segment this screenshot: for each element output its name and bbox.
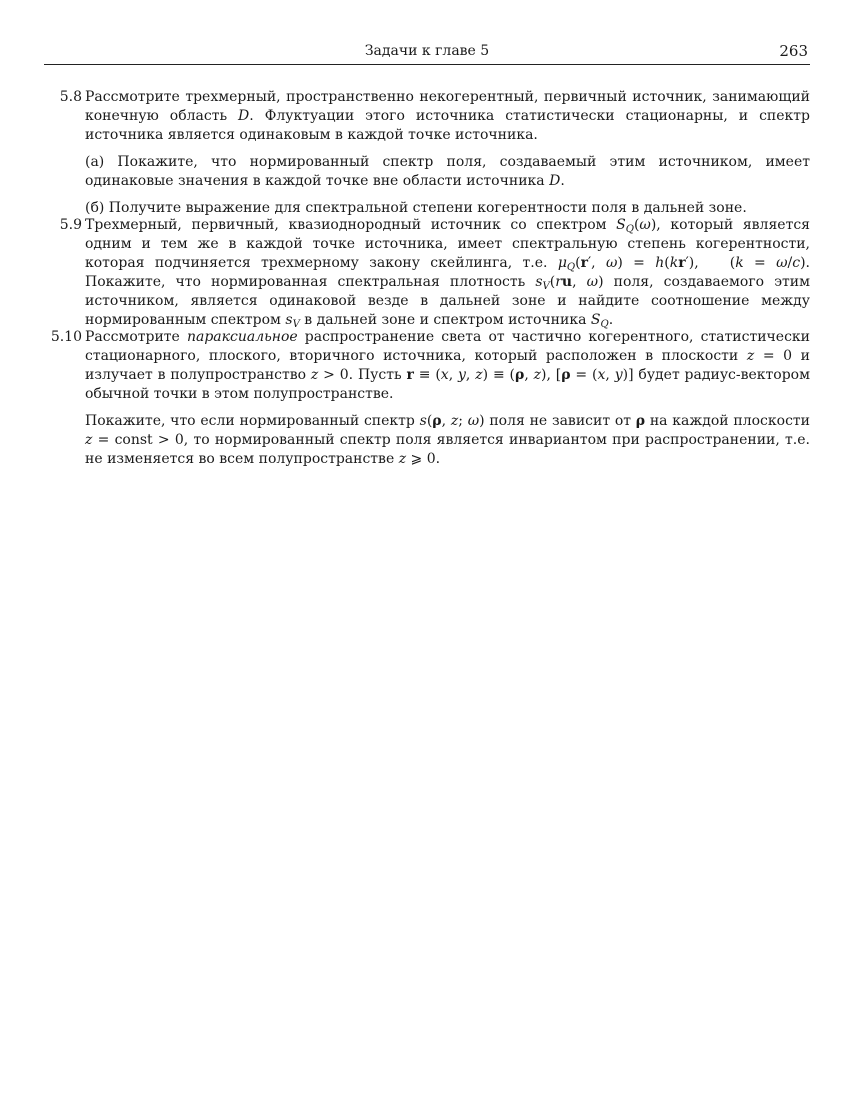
- header-rule: [44, 64, 810, 65]
- problem-number: 5.9: [59, 217, 82, 233]
- problem-5-9: [44, 216, 810, 330]
- problem-statement: Рассмотрите трехмерный, пространственно некогерентный, первичный источник, занимающий конечную область D. Флуктуации этого источника статистически стационарны, и спектр источника является одинаковым в каждой точке источника.: [85, 89, 810, 143]
- problem-statement-part-2: Покажите, что если нормированный спектр s(ρ, z; ω) поля не зависит от ρ на каждой плоскости z = const > 0, то нормированный спектр поля является инвариантом при распространении, т.е. не изменяется во всем полупространстве z ⩾ 0.: [85, 413, 810, 467]
- page-number: 263: [779, 42, 808, 60]
- problem-5-8: [44, 88, 810, 218]
- subproblem-b: (б) Получите выражение для спектральной степени когерентности поля в дальней зоне.: [85, 200, 747, 216]
- subproblem-a: (а) Покажите, что нормированный спектр поля, создаваемый этим источником, имеет одинаковые значения в каждой точке вне области источника D.: [85, 154, 810, 189]
- chapter-title: Задачи к главе 5: [364, 43, 490, 59]
- running-header: [44, 40, 810, 62]
- problem-statement: Рассмотрите параксиальное распространение света от частично когерентного, статистически стационарного, плоского, вторичного источника, который расположен в плоскости z = 0 и излучает в полупространство z > 0. Пусть r ≡ (x, y, z) ≡ (ρ, z), [ρ = (x, y)] будет радиус-вектором обычной точки в этом полупространстве.: [85, 329, 811, 402]
- problem-number: 5.8: [59, 89, 82, 105]
- problem-5-10: [44, 328, 810, 469]
- problem-statement: Трехмерный, первичный, квазиоднородный источник со спектром $S_Q(\omega)$, который является одним и тем же в каждой точке источника, имеет спектральную степень когерентности, которая подчиняется трехмерному закону скейлинга, т.е. $\mu_Q(r'$, ω) = h(kr′), (k = ω/c). Покажите, что нормированная спектральная плотность $s_V(ru$, ω) поля, создаваемого этим источником, является одинаковой везде в дальней зоне и найдите соотношение между нормированным спектром $s_V$ в дальней зоне и спектром источника $S_Q$.: [85, 217, 810, 330]
- problem-number: 5.10: [50, 329, 82, 345]
